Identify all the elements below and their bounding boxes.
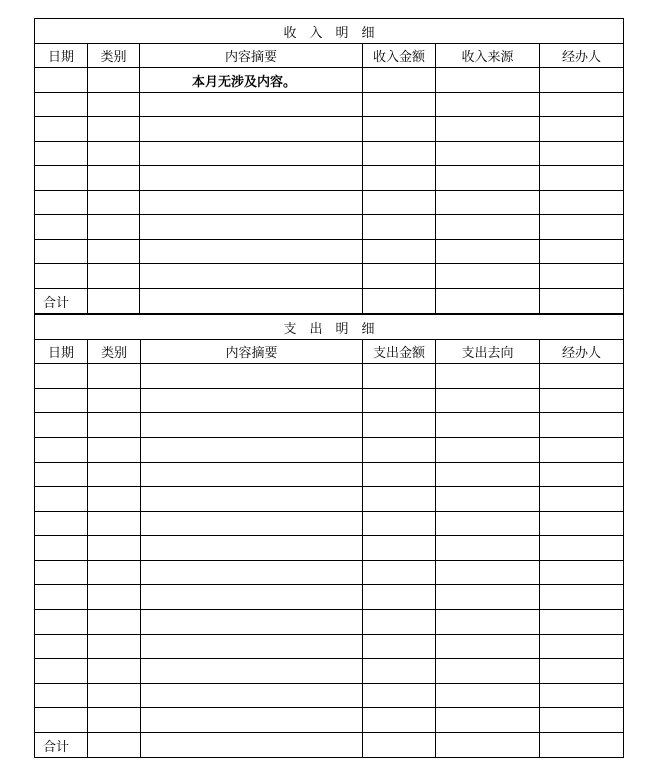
table-row xyxy=(35,413,624,438)
table-row xyxy=(35,240,624,264)
table-cell xyxy=(141,733,363,758)
table-cell xyxy=(35,610,88,635)
table-cell xyxy=(436,93,540,117)
table-cell xyxy=(540,240,624,264)
table-cell xyxy=(540,610,624,635)
table-cell xyxy=(88,708,141,733)
table-cell xyxy=(88,512,141,536)
table-row xyxy=(35,438,624,463)
table-cell xyxy=(363,289,436,314)
table-row xyxy=(35,364,624,389)
table-cell xyxy=(363,463,436,487)
income-header-amount: 收入金额 xyxy=(363,44,436,68)
table-row xyxy=(35,463,624,487)
table-cell xyxy=(436,487,540,512)
expense-table xyxy=(34,314,624,758)
table-cell xyxy=(436,191,540,215)
table-cell xyxy=(141,708,363,733)
income-header-date: 日期 xyxy=(35,44,88,68)
table-row xyxy=(35,561,624,585)
table-cell xyxy=(35,585,88,610)
table-cell xyxy=(540,512,624,536)
table-cell xyxy=(436,708,540,733)
table-cell xyxy=(35,240,88,264)
table-cell xyxy=(35,708,88,733)
table-cell xyxy=(363,364,436,389)
table-cell xyxy=(363,264,436,289)
table-cell xyxy=(436,684,540,708)
expense-header-destination: 支出去向 xyxy=(436,340,540,364)
table-cell xyxy=(540,659,624,684)
table-cell xyxy=(436,117,540,142)
table-cell xyxy=(540,364,624,389)
table-cell xyxy=(140,215,363,240)
table-cell xyxy=(35,413,88,438)
table-cell xyxy=(540,389,624,413)
income-header-source: 收入来源 xyxy=(436,44,540,68)
table-cell xyxy=(363,93,436,117)
table-cell xyxy=(436,463,540,487)
expense-header-row xyxy=(35,340,624,364)
table-row xyxy=(35,659,624,684)
table-cell xyxy=(436,635,540,659)
income-total-row xyxy=(35,289,624,314)
expense-header-summary: 内容摘要 xyxy=(141,340,363,364)
table-cell xyxy=(35,264,88,289)
table-cell xyxy=(363,166,436,191)
table-cell xyxy=(540,684,624,708)
table-cell xyxy=(88,635,141,659)
table-cell xyxy=(540,536,624,561)
table-row xyxy=(35,585,624,610)
table-cell xyxy=(88,191,140,215)
expense-header-date: 日期 xyxy=(35,340,88,364)
table-cell xyxy=(363,684,436,708)
table-cell xyxy=(141,364,363,389)
table-row xyxy=(35,389,624,413)
table-cell xyxy=(540,463,624,487)
table-cell xyxy=(540,215,624,240)
table-cell xyxy=(363,215,436,240)
table-cell xyxy=(35,463,88,487)
table-cell xyxy=(540,191,624,215)
table-row xyxy=(35,635,624,659)
table-cell xyxy=(88,240,140,264)
expense-header-amount: 支出金额 xyxy=(363,340,436,364)
table-cell xyxy=(35,215,88,240)
table-cell xyxy=(35,93,88,117)
table-row xyxy=(35,264,624,289)
table-cell xyxy=(141,463,363,487)
table-cell xyxy=(363,659,436,684)
table-cell xyxy=(436,364,540,389)
table-cell xyxy=(363,561,436,585)
table-cell xyxy=(88,289,140,314)
table-cell xyxy=(540,413,624,438)
table-cell xyxy=(363,117,436,142)
table-row xyxy=(35,68,624,93)
table-cell xyxy=(436,536,540,561)
table-cell xyxy=(88,438,141,463)
table-cell xyxy=(140,240,363,264)
table-row xyxy=(35,708,624,733)
table-cell xyxy=(88,561,141,585)
table-cell xyxy=(35,487,88,512)
table-cell xyxy=(88,536,141,561)
table-cell xyxy=(35,512,88,536)
table-cell xyxy=(436,561,540,585)
table-cell xyxy=(540,561,624,585)
table-cell xyxy=(140,117,363,142)
table-cell xyxy=(35,684,88,708)
table-cell xyxy=(141,684,363,708)
income-title: 收 入 明 细 xyxy=(35,19,624,44)
expense-header-category: 类别 xyxy=(88,340,141,364)
table-cell xyxy=(35,438,88,463)
table-cell xyxy=(88,684,141,708)
table-cell xyxy=(140,264,363,289)
table-cell xyxy=(540,142,624,166)
table-cell xyxy=(363,240,436,264)
table-cell xyxy=(540,438,624,463)
table-cell xyxy=(363,438,436,463)
table-cell xyxy=(88,364,141,389)
table-cell xyxy=(35,142,88,166)
table-cell xyxy=(141,487,363,512)
table-cell xyxy=(363,708,436,733)
table-cell xyxy=(436,389,540,413)
income-header-handler: 经办人 xyxy=(540,44,624,68)
table-cell xyxy=(540,635,624,659)
table-cell xyxy=(436,512,540,536)
table-cell xyxy=(363,733,436,758)
table-cell xyxy=(363,389,436,413)
table-cell xyxy=(436,264,540,289)
table-cell xyxy=(35,364,88,389)
table-cell xyxy=(363,191,436,215)
table-cell xyxy=(88,733,141,758)
table-cell xyxy=(141,659,363,684)
table-cell xyxy=(540,585,624,610)
table-cell xyxy=(141,413,363,438)
expense-total-label: 合计 xyxy=(35,733,88,758)
table-cell xyxy=(363,536,436,561)
table-cell xyxy=(88,463,141,487)
table-cell xyxy=(35,659,88,684)
table-cell xyxy=(141,536,363,561)
table-cell xyxy=(88,487,141,512)
table-cell xyxy=(436,142,540,166)
table-row xyxy=(35,191,624,215)
table-cell xyxy=(88,215,140,240)
table-cell xyxy=(436,659,540,684)
table-row xyxy=(35,142,624,166)
table-row xyxy=(35,93,624,117)
table-row xyxy=(35,684,624,708)
table-cell xyxy=(35,166,88,191)
table-cell xyxy=(88,659,141,684)
table-cell xyxy=(540,289,624,314)
table-cell xyxy=(88,264,140,289)
income-note: 本月无涉及内容。 xyxy=(140,68,363,93)
table-row xyxy=(35,536,624,561)
table-cell xyxy=(436,438,540,463)
table-cell xyxy=(141,610,363,635)
table-cell xyxy=(363,413,436,438)
table-cell xyxy=(363,585,436,610)
table-cell xyxy=(35,635,88,659)
table-cell xyxy=(88,142,140,166)
table-cell xyxy=(88,93,140,117)
table-cell xyxy=(436,166,540,191)
table-cell xyxy=(436,240,540,264)
expense-total-row xyxy=(35,733,624,758)
table-cell xyxy=(141,389,363,413)
income-total-label: 合计 xyxy=(35,289,88,314)
table-cell xyxy=(35,561,88,585)
income-header-summary: 内容摘要 xyxy=(140,44,363,68)
table-row xyxy=(35,166,624,191)
table-row xyxy=(35,610,624,635)
table-cell xyxy=(140,142,363,166)
table-cell xyxy=(363,635,436,659)
table-cell xyxy=(141,561,363,585)
table-cell xyxy=(88,117,140,142)
table-row xyxy=(35,117,624,142)
table-cell xyxy=(363,487,436,512)
table-cell xyxy=(363,610,436,635)
table-cell xyxy=(540,487,624,512)
table-row xyxy=(35,215,624,240)
table-cell xyxy=(540,264,624,289)
income-header-category: 类别 xyxy=(88,44,140,68)
table-cell xyxy=(35,191,88,215)
table-cell xyxy=(436,610,540,635)
table-cell xyxy=(436,215,540,240)
table-cell xyxy=(140,289,363,314)
table-cell xyxy=(35,117,88,142)
table-cell xyxy=(35,389,88,413)
table-cell xyxy=(141,438,363,463)
table-cell xyxy=(140,166,363,191)
table-cell xyxy=(436,289,540,314)
table-cell xyxy=(540,117,624,142)
table-cell xyxy=(141,585,363,610)
table-cell xyxy=(436,733,540,758)
income-header-row xyxy=(35,44,624,68)
table-cell xyxy=(35,536,88,561)
table-cell xyxy=(540,708,624,733)
table-cell xyxy=(363,142,436,166)
table-cell xyxy=(540,166,624,191)
table-cell xyxy=(540,733,624,758)
table-cell xyxy=(141,635,363,659)
table-cell xyxy=(140,93,363,117)
table-cell xyxy=(363,512,436,536)
expense-title: 支 出 明 细 xyxy=(35,315,624,340)
table-cell xyxy=(88,389,141,413)
table-cell xyxy=(436,585,540,610)
table-cell xyxy=(88,166,140,191)
table-row xyxy=(35,487,624,512)
table-cell xyxy=(141,512,363,536)
table-row xyxy=(35,512,624,536)
table-cell xyxy=(436,413,540,438)
income-table xyxy=(34,18,624,314)
table-cell xyxy=(540,93,624,117)
table-cell xyxy=(88,585,141,610)
table-cell xyxy=(88,610,141,635)
table-cell xyxy=(140,191,363,215)
table-cell xyxy=(88,413,141,438)
expense-header-handler: 经办人 xyxy=(540,340,624,364)
